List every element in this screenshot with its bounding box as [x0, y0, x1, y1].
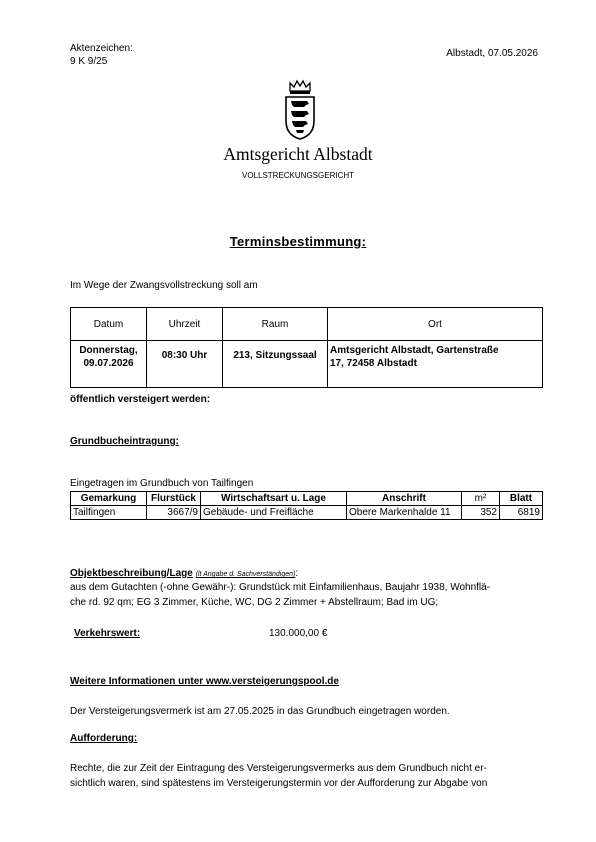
header-flaeche: m²	[462, 492, 500, 506]
vermerk-text: Der Versteigerungsvermerk ist am 27.05.2025 in das Grundbuch eingetragen worden.	[70, 706, 450, 717]
court-department: VOLLSTRECKUNGSGERICHT	[241, 171, 355, 180]
termin-place-line2: 17, 72458 Albstadt	[330, 358, 417, 369]
info-link[interactable]: Weitere Informationen unter www.versteigerungspool.de	[70, 676, 339, 687]
termin-ort	[328, 341, 543, 388]
termin-time: 08:30 Uhr	[161, 350, 208, 361]
termin-raum	[223, 341, 328, 388]
termin-weekday: Donnerstag,	[79, 345, 138, 356]
objekt-line-1: aus dem Gutachten (-ohne Gewähr-): Grundstück mit Einfamilienhaus, Baujahr 1938, Wohnflä-	[70, 582, 491, 593]
court-name: Amtsgericht Albstadt	[223, 144, 373, 164]
header-blatt: Blatt	[500, 492, 543, 506]
verkehrswert-label: Verkehrswert:	[74, 628, 141, 639]
objekt-description	[70, 580, 544, 610]
termin-uhrzeit	[147, 341, 223, 388]
cell-flurstueck: 3667/9	[147, 506, 201, 520]
header-gemarkung: Gemarkung	[71, 492, 147, 506]
termin-table	[70, 307, 543, 388]
header-flurstueck: Flurstück	[147, 492, 201, 506]
objekt-line-2: che rd. 92 qm; EG 3 Zimmer, Küche, WC, DG 2 Zimmer + Abstellraum; Bad im UG;	[70, 597, 439, 608]
grundbuch-header-row	[71, 492, 543, 506]
cell-anschrift: Obere Markenhalde 11	[347, 506, 462, 520]
header-uhrzeit: Uhrzeit	[147, 308, 223, 341]
document-title: Terminsbestimmung:	[229, 234, 367, 249]
aktenzeichen-block	[70, 42, 133, 68]
intro-text: Im Wege der Zwangsvollstreckung soll am	[70, 280, 258, 291]
grundbuch-table	[70, 491, 543, 520]
termin-place-line1: Amtsgericht Albstadt, Gartenstraße	[330, 345, 499, 356]
termin-datum	[71, 341, 147, 388]
place-date: Albstadt, 07.05.2026	[446, 48, 538, 59]
header-anschrift: Anschrift	[347, 492, 462, 506]
termin-room: 213, Sitzungssaal	[233, 350, 317, 361]
header-datum: Datum	[71, 308, 147, 341]
grundbuch-intro: Eingetragen im Grundbuch von Tailfingen	[70, 478, 254, 489]
aufforderung-line-1: Rechte, die zur Zeit der Eintragung des Versteigerungsvermerks aus dem Grundbuch nicht er-	[70, 763, 487, 774]
cell-flaeche: 352	[462, 506, 500, 520]
header-ort: Ort	[328, 308, 543, 341]
auction-text: öffentlich versteigert werden:	[70, 394, 211, 405]
termin-data-row	[71, 341, 543, 388]
objekt-colon: :	[295, 568, 299, 579]
objekt-heading-line	[70, 568, 298, 579]
grundbuch-heading: Grundbucheintragung:	[70, 436, 179, 447]
header-wirtschaftsart: Wirtschaftsart u. Lage	[201, 492, 347, 506]
cell-wirtschaftsart: Gebäude- und Freifläche	[201, 506, 347, 520]
header-raum: Raum	[223, 308, 328, 341]
aktenzeichen-value: 9 K 9/25	[70, 56, 108, 67]
verkehrswert-value: 130.000,00 €	[269, 628, 328, 639]
cell-gemarkung: Tailfingen	[71, 506, 147, 520]
termin-date: 09.07.2026	[83, 358, 134, 369]
objekt-note: (lt Angabe d. Sachverständigen)	[195, 571, 296, 578]
objekt-heading: Objektbeschreibung/Lage	[70, 568, 193, 579]
cell-blatt: 6819	[500, 506, 543, 520]
grundbuch-data-row	[71, 506, 543, 520]
aufforderung-heading: Aufforderung:	[70, 733, 138, 744]
aktenzeichen-label: Aktenzeichen:	[70, 43, 133, 54]
aufforderung-line-2: sichtlich waren, sind spätestens im Versteigerungstermin vor der Aufforderung zur Abgabe von	[70, 778, 488, 789]
coat-of-arms-icon	[282, 79, 318, 141]
aufforderung-text	[70, 761, 544, 791]
termin-header-row	[71, 308, 543, 341]
